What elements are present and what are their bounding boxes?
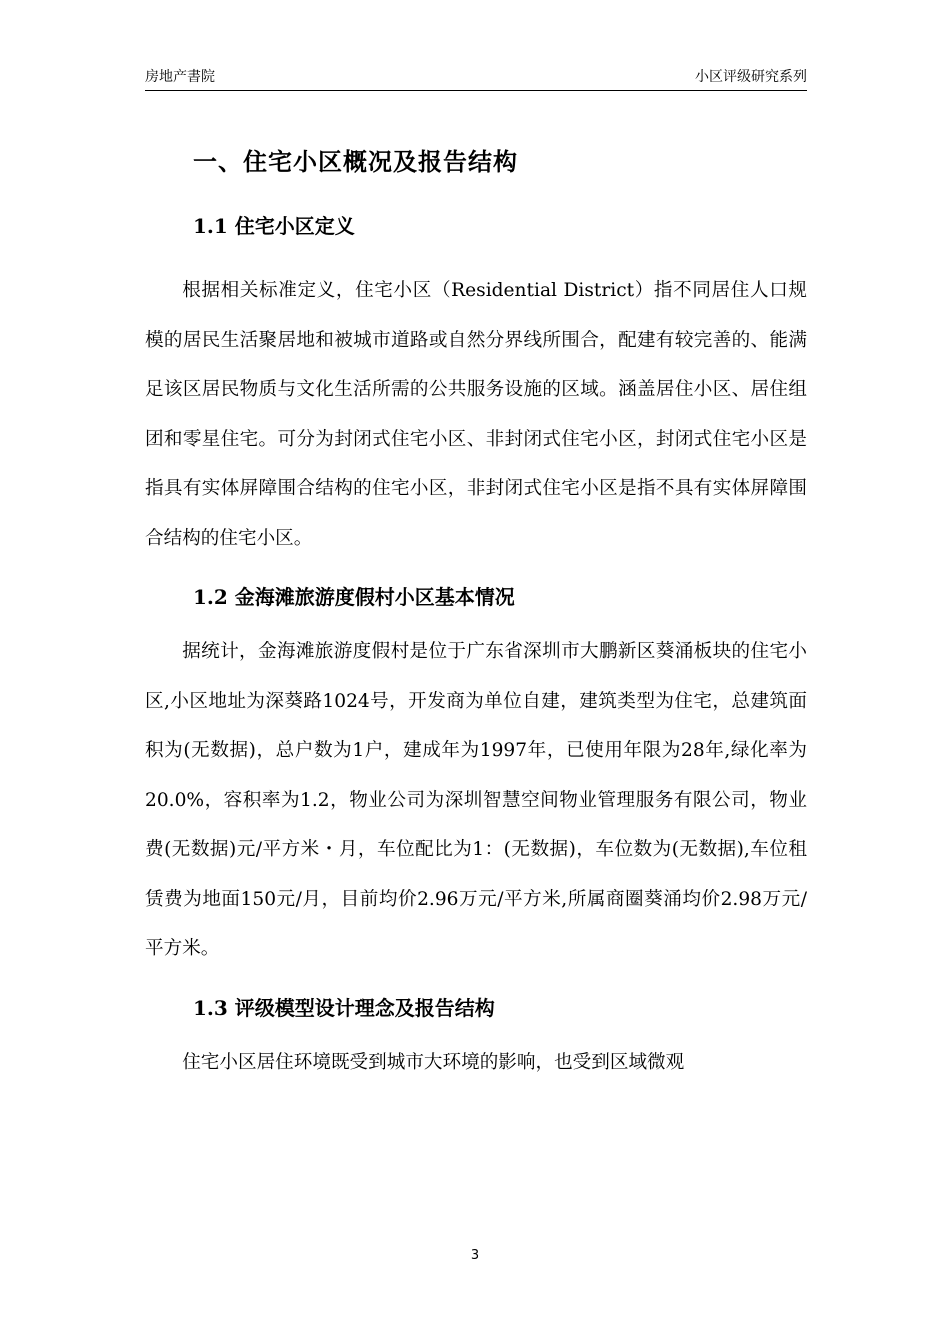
document-body [145, 140, 807, 1087]
subsection-1-3-paragraph: 住宅小区居住环境既受到城市大环境的影响，也受到区域微观 [182, 1051, 685, 1073]
header-series-title: 小区评级研究系列 [695, 69, 807, 85]
page-number: 3 [470, 1248, 480, 1263]
subsection-1-1-paragraph: 根据相关标准定义，住宅小区（Residential District）指不同居住人口规模的居民生活聚居地和被城市道路或自然分界线所围合，配建有较完善的、能满足该区居民物质与文化生活所需的公共服务设施的区域。涵盖居住小区、居住组团和零星住宅。可分为封闭式住宅小区、非封闭式住宅小区，封闭式住宅小区是指具有实体屏障围合结构的住宅小区，非封闭式住宅小区是指不具有实体屏障围合结构的住宅小区。 [145, 280, 807, 549]
section-title: 一、住宅小区概况及报告结构 [193, 147, 518, 176]
subsection-1-2-title: 1.2 金海滩旅游度假村小区基本情况 [193, 585, 515, 609]
subsection-1-3-title: 1.3 评级模型设计理念及报告结构 [193, 995, 495, 1020]
subsection-1-1-title: 1.1 住宅小区定义 [193, 214, 355, 238]
header-publisher: 房地产書院 [145, 69, 215, 85]
subsection-1-2-paragraph: 据统计，金海滩旅游度假村是位于广东省深圳市大鹏新区葵涌板块的住宅小区,小区地址为深葵路1024号，开发商为单位自建，建筑类型为住宅，总建筑面积为(无数据)，总户数为1户，建成年为1997年，已使用年限为28年,绿化率为20.0%，容积率为1.2，物业公司为深圳智慧空间物业管理服务有限公司，物业费(无数据)元/平方米・月，车位配比为1：(无数据)，车位数为(无数据),车位租赁费为地面150元/月，目前均价2.96万元/平方米,所属商圈葵涌均价2.98万元/平方米。 [145, 641, 807, 959]
page-header [145, 66, 807, 91]
